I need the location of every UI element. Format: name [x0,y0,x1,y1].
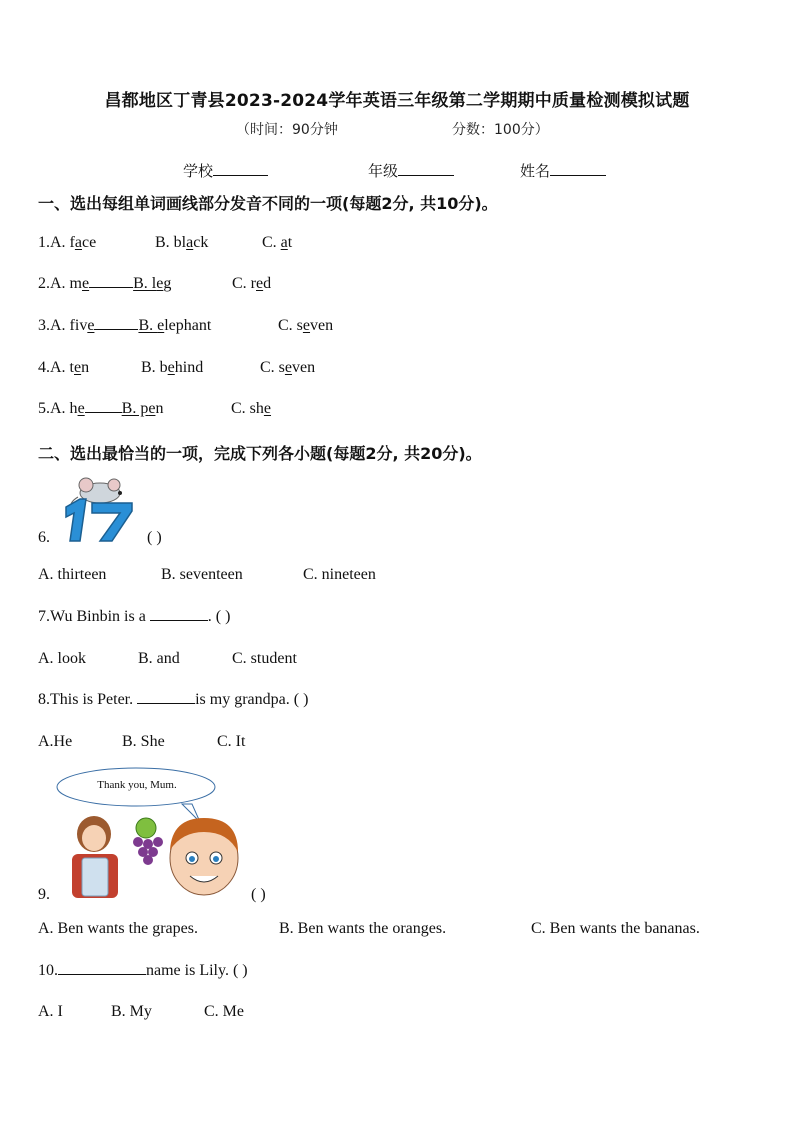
section1-heading: 一、选出每组单词画线部分发音不同的一项(每题2分, 共10分)。 [38,194,498,213]
question-7-option-b[interactable]: B. and [138,650,180,667]
question-10-option-c[interactable]: C. Me [204,1003,244,1020]
school-field[interactable] [183,160,268,181]
grade-blank[interactable] [398,161,454,176]
question-7-option-c[interactable]: C. student [232,650,297,667]
answer-blank[interactable] [137,691,195,704]
question-8-option-a[interactable]: A.He [38,733,73,750]
answer-blank[interactable] [58,962,146,975]
gap-line [94,317,138,330]
question-8-option-c[interactable]: C. It [217,733,246,750]
option-b-prefix[interactable]: B. [138,317,158,334]
grade-label: 年级 [368,162,399,180]
name-field[interactable] [520,160,606,181]
question-3-option-c[interactable]: C. seven [278,317,334,334]
question-7-option-a[interactable]: A. look [38,650,86,667]
question-2: 2.A. me B. leg [38,275,172,292]
question-2-option-c[interactable]: C. red [232,275,272,292]
question-9-option-a[interactable]: A. Ben wants the grapes. [38,920,198,937]
option-a[interactable]: A. he [50,400,85,417]
question-1-option-b[interactable]: B. black [155,234,209,251]
question-6-number: 6. [38,529,50,546]
question-6-option-c[interactable]: C. nineteen [303,566,376,583]
question-1-option-c[interactable]: C. at [262,234,293,251]
question-6-option-a[interactable]: A. thirteen [38,566,107,583]
school-blank[interactable] [213,161,268,176]
question-9-answer-paren[interactable]: ( ) [251,886,266,903]
question-3: 3.A. five B. elephant [38,317,212,334]
speech-bubble-text: Thank you, Mum. [97,779,177,791]
question-10: 10. name is Lily. ( ) [38,962,248,979]
question-4-option-c[interactable]: C. seven [260,359,316,376]
question-4-option-b[interactable]: B. behind [141,359,204,376]
question-7: 7.Wu Binbin is a . ( ) [38,608,231,625]
school-label: 学校 [183,162,214,180]
option-b[interactable]: B. leg [133,275,172,292]
exam-time: （时间：90分钟 [236,122,338,138]
option-a[interactable]: A. me [50,275,90,292]
option-a[interactable]: A. five [50,317,95,334]
answer-blank[interactable] [150,608,208,621]
question-6-option-b[interactable]: B. seventeen [161,566,243,583]
mouse-seventeen-image [58,475,140,545]
option-a[interactable]: A. ten [50,359,90,376]
question-4: 4.A. ten [38,359,90,376]
exam-score: 分数：100分） [452,122,549,138]
question-5-option-c[interactable]: C. she [231,400,272,417]
question-10-option-a[interactable]: A. I [38,1003,63,1020]
mouse-seventeen-picture [58,475,140,545]
question-8: 8.This is Peter. is my grandpa. ( ) [38,691,309,708]
option-a[interactable]: A. face [50,234,97,251]
name-blank[interactable] [550,161,606,176]
question-6-answer-paren[interactable]: ( ) [147,529,162,546]
section2-heading: 二、选出最恰当的一项，完成下列各小题(每题2分, 共20分)。 [38,444,482,463]
question-9-option-c[interactable]: C. Ben wants the bananas. [531,920,700,937]
grade-field[interactable] [368,160,454,181]
question-10-option-b[interactable]: B. My [111,1003,152,1020]
question-5: 5.A. he B. pen [38,400,164,417]
question-9-option-b[interactable]: B. Ben wants the oranges. [279,920,447,937]
gap-line [85,400,122,413]
question-9-number: 9. [38,886,50,903]
page-title: 昌都地区丁青县2023-2024学年英语三年级第二学期期中质量检测模拟试题 [104,91,690,111]
question-1: 1.A. face [38,234,97,251]
question-8-option-b[interactable]: B. She [122,733,165,750]
gap-line [89,275,133,288]
name-label: 姓名 [520,162,551,180]
option-b[interactable]: B. pe [121,400,156,417]
